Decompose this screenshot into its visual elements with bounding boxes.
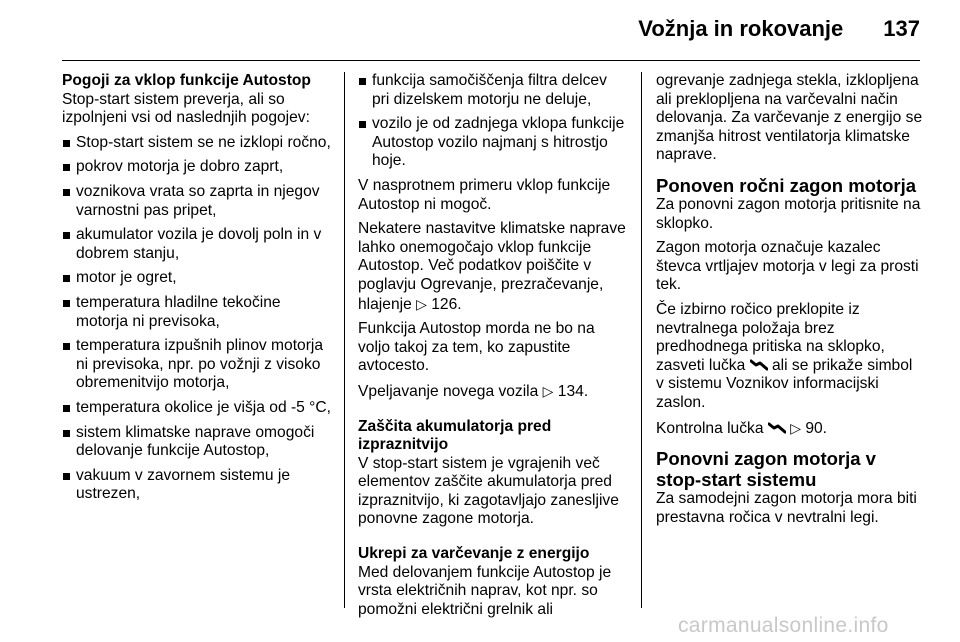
conditions-list [62, 134, 332, 504]
column-1 [62, 72, 332, 504]
manual-restart-body-b: ali se prikaže simbol v sistemu Voznikov informacijski zaslon. [656, 356, 913, 411]
page-header [638, 16, 920, 42]
manual-restart-text-3 [656, 301, 924, 413]
column-divider-2 [641, 72, 642, 608]
column-divider-1 [344, 72, 345, 608]
conditions-list-continued [358, 72, 628, 171]
list-item: akumulator vozila je dovolj poln in v dobrem stanju, [62, 226, 332, 263]
list-item: temperatura izpušnih plinov motorja ni previsoka, npr. po vožnji z visoko obremenitvijo motorja, [62, 337, 332, 393]
list-item: voznikova vrata so zaprta in njegov varnostni pas pripet, [62, 183, 332, 220]
climate-settings-text [358, 220, 628, 314]
page-ref-arrow-icon: ▷ [790, 419, 801, 436]
energy-saving-heading: Ukrepi za varčevanje z energijo [358, 545, 590, 563]
control-lamp-body: Kontrolna lučka [656, 419, 764, 437]
page-ref[interactable]: 134. [557, 382, 589, 400]
autostop-lamp-icon [750, 359, 768, 371]
energy-saving-text-continued: ogrevanje zadnjega stekla, izklopljena ali preklopljena na varčevalni način delovanja. Za varčevanje z energijo se zmanjša hitrost ventilatorja klimatske naprave. [656, 72, 923, 164]
control-lamp-text [656, 419, 924, 439]
page-ref-arrow-icon: ▷ [542, 382, 554, 399]
list-item: vozilo je od zadnjega vklopa funkcije Autostop vozilo najmanj s hitrostjo hoje. [358, 115, 628, 171]
manual-restart-text-2: Zagon motorja označuje kazalec števca vrtljajev motorja v legi za prosti tek. [656, 239, 919, 294]
section-title: Vožnja in rokovanje [638, 16, 844, 41]
list-item: motor je ogret, [62, 269, 332, 288]
header-rule [62, 60, 920, 61]
highway-text: Funkcija Autostop morda ne bo na voljo takoj za tem, ko zapustite avtocesto. [358, 320, 595, 375]
page-ref[interactable]: 90. [805, 419, 827, 437]
battery-protection-text: V stop-start sistem je vgrajenih več elementov zaščite akumulatorja pred izpraznitvijo, ki zagotavljajo zanesljive ponovne zagone motorja. [358, 454, 619, 528]
auto-restart-heading: Ponovni zagon motorja v stop-start sistemu [656, 448, 876, 491]
list-item: vakuum v zavornem sistemu je ustrezen, [62, 467, 332, 504]
list-item: funkcija samočiščenja filtra delcev pri dizelskem motorju ne deluje, [358, 72, 628, 109]
climate-settings-body: Nekatere nastavitve klimatske naprave lahko onemogočajo vklop funkcije Autostop. Več podatkov poiščite v poglavju Ogrevanje, prezračevanje, hlajenje [358, 220, 626, 313]
break-in-body: Vpeljavanje novega vozila [358, 382, 539, 400]
manual-restart-body-a: Če izbirno ročico preklopite iz nevtralnega položaja brez predhodnega pritiska na sklopko, zasveti lučka [656, 300, 885, 374]
autostop-intro: Stop-start sistem preverja, ali so izpolnjeni vsi od naslednjih pogojev: [62, 90, 310, 127]
page-number: 137 [883, 16, 920, 41]
list-item: temperatura okolice je višja od -5 °C, [62, 399, 332, 418]
manual-restart-heading: Ponoven ročni zagon motorja [656, 174, 917, 196]
page-ref-arrow-icon: ▷ [416, 295, 427, 312]
battery-protection-heading: Zaščita akumulatorja pred izpraznitvijo [358, 417, 552, 454]
autostop-lamp-icon [768, 422, 786, 434]
column-3 [656, 72, 924, 527]
page-ref[interactable]: 126. [431, 295, 462, 313]
list-item: Stop-start sistem se ne izklopi ročno, [62, 134, 332, 153]
manual-restart-text-1: Za ponovni zagon motorja pritisnite na sklopko. [656, 195, 921, 232]
list-item: temperatura hladilne tekočine motorja ni previsoka, [62, 294, 332, 331]
watermark: carmanualsonline.info [678, 614, 889, 637]
break-in-text [358, 382, 628, 402]
column-2 [358, 72, 628, 619]
list-item: pokrov motorja je dobro zaprt, [62, 158, 332, 177]
autostop-conditions-heading: Pogoji za vklop funkcije Autostop [62, 72, 311, 89]
auto-restart-text: Za samodejni zagon motorja mora biti prestavna ročica v nevtralni legi. [656, 490, 917, 526]
list-item: sistem klimatske naprave omogoči delovanje funkcije Autostop, [62, 424, 332, 461]
energy-saving-text: Med delovanjem funkcije Autostop je vrsta električnih naprav, kot npr. so pomožni električni grelnik ali [358, 563, 612, 618]
autostop-not-possible-text: V nasprotnem primeru vklop funkcije Autostop ni mogoč. [358, 176, 611, 213]
